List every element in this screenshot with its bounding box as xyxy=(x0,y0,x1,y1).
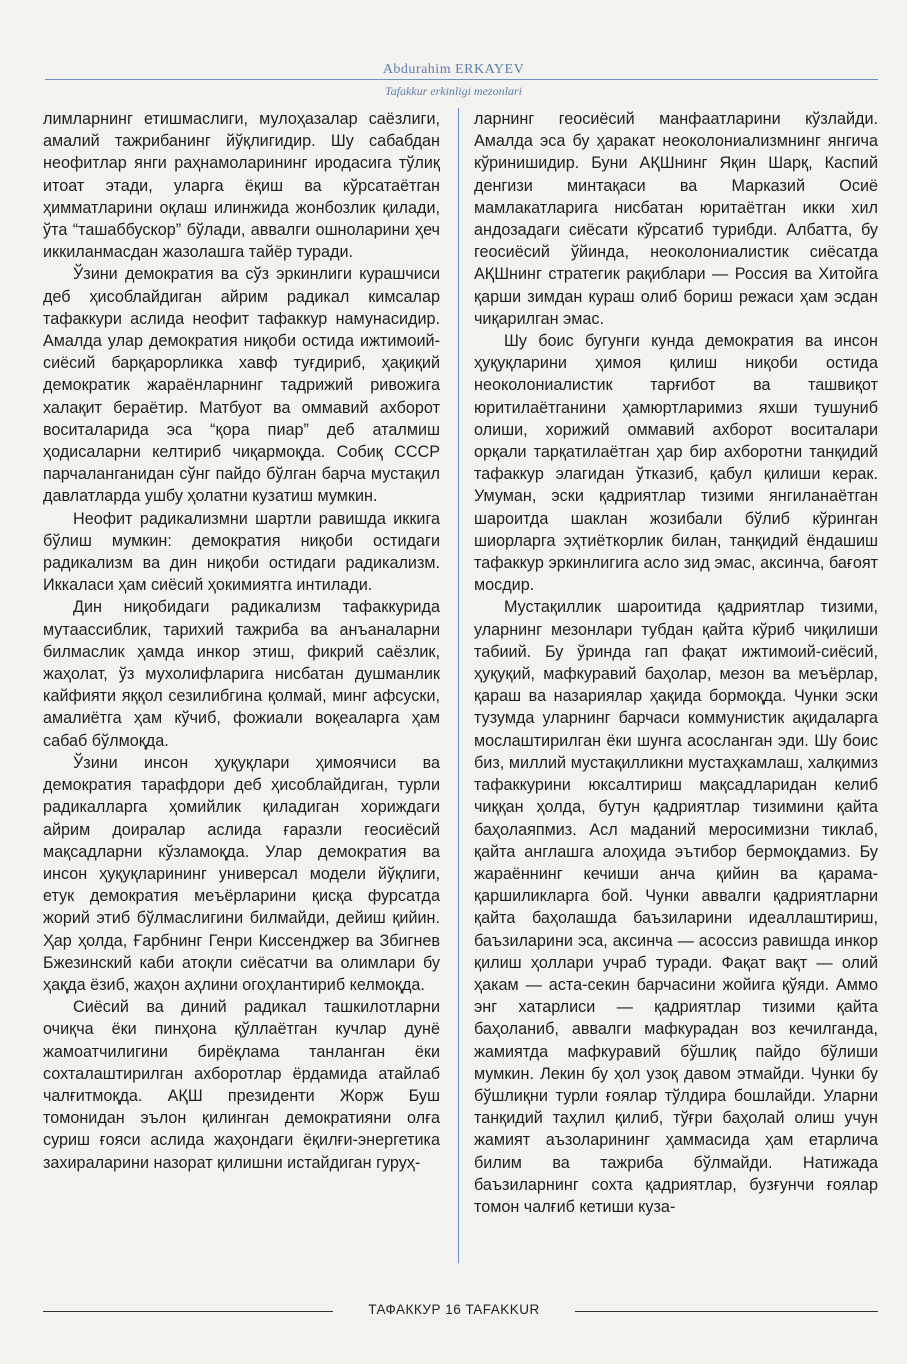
running-head-author: Abdurahim ERKAYEV xyxy=(382,62,525,77)
paragraph: Неофит радикализмни шартли равишда иккига бўлиш мумкин: демократия ниқоби остидаги радикализм ва дин ниқоби остидаги радикализм. Иккаласи ҳам сиёсий ҳокимиятга интилади. xyxy=(43,509,440,595)
paragraph: Ўзини демократия ва сўз эркинлиги курашчиси деб ҳисоблайдиган айрим радикал кимсалар тафаккури аслида неофит тафаккур намунасидир. Амалда улар демократия ниқоби остида ижтимоий-сиёсий барқарорликка хавф туғдириб, ҳақиқий демократик жараёнларнинг тадрижий ривожига халақит бераётир. Матбуот ва оммавий ахборот воситаларида эса “қора пиар” деб аталмиш ҳодисаларни келтириб чиқармоқда. Собиқ СССР парчаланганидан сўнг пайдо бўлган барча мустақил давлатларда ушбу ҳолатни кузатиш мумкин. xyxy=(43,265,440,506)
footer-page-label: ТАФАККУР 16 TAFAKKUR xyxy=(368,1302,540,1317)
column-divider xyxy=(458,108,459,1263)
paragraph: Мустақиллик шароитида қадриятлар тизими, уларнинг мезонлари тубдан қайта кўриб чиқилиши табиий. Бу ўринда гап фақат ижтимоий-сиёсий, ҳуқуқий, мафкуравий баҳолар, мезон ва меъёрлар, қараш ва назариялар ҳақида бормоқда. Чунки эски тузумда уларнинг барчаси коммунистик ақидаларга мослаштирилган ёки шунга асосланган эди. Шу боис биз, миллий мустақилликни мустаҳкамлаш, халқимиз тафаккурини юксалтириш мақсадларидан келиб чиққан ҳолда, бутун қадриятлар тизимини қайта баҳолаяпмиз. Асл маданий меросимизни тиклаб, қайта англашга алоҳида эътибор бермоқдамиз. Бу жараённинг кечиши анча қийин ва қарама-қаршиликларга бой. Чунки аввалги қадриятларни қайта баҳолашда баъзиларини идеаллаштириш, баъзиларини эса, аксинча — асоссиз равишда инкор қилиш ҳоллари учраб туради. Фақат вақт — олий ҳакам — аста-секин барчасини жойига қўяди. Аммо энг хатарлиси — қадриятлар тизими қайта баҳоланиб, аввалги мафкурадан воз кечилганда, жамиятда мафкуравий бўшлиқ пайдо бўлиши мумкин. Лекин бу ҳол узоқ давом этмайди. Чунки бу бўшлиқни турли ғоялар тўлдира бошлайди. Уларни танқидий таҳлил қилиб, тўғри баҳолай олиш учун жамият аъзоларининг ҳаммасида ҳам етарлича билим ва тажриба бўлмайди. Натижада баъзиларнинг сохта қадриятлар, бузғунчи ғоялар томон чалғиб кетиши куза- xyxy=(474,598,878,1216)
page-footer xyxy=(0,1302,907,1322)
paragraph: Ўзини инсон ҳуқуқлари ҳимоячиси ва демократия тарафдори деб ҳисоблайдиган, турли радикалларга ҳомийлик қиладиган хориждаги айрим доиралар аслида ғаразли геосиёсий мақсадларни кўзламоқда. Улар демократия ва инсон ҳуқуқларининг универсал модели йўқлиги, етук демократия меъёрларини қисқа фурсатда жорий этиб бўлмаслигини билмайди, дейиш қийин. Ҳар ҳолда, Ғарбнинг Генри Киссенджер ва Збигнев Бжезинский каби атоқли сиёсатчи ва олимлари бу ҳақда ёзиб, жаҳон аҳлини огоҳлантириб келмоқда. xyxy=(43,753,440,994)
header-rule xyxy=(45,79,878,80)
paragraph: ларнинг геосиёсий манфаатларини кўзлайди. Амалда эса бу ҳаракат неоколониализмнинг янгича кўринишидир. Буни АҚШнинг Яқин Шарқ, Каспий денгизи минтақаси ва Марказий Осиё мамлакатларига нисбатан юритаётган икки хил андозадаги сиёсати кўрсатиб турибди. Албатта, бу геосиёсий ўйинда, неоколониалистик сиёсатда АҚШнинг стратегик рақиблари — Россия ва Хитойга қарши зимдан кураш олиб бориш режаси ҳам эсдан чиқарилган эмас. xyxy=(474,110,878,328)
paragraph: Шу боис бугунги кунда демократия ва инсон ҳуқуқларини ҳимоя қилиш ниқоби остида неоколониалистик тарғибот ва ташвиқот юритилаётганини ҳамюртларимиз яхши тушуниб олиши, хорижий оммавий ахборот воситалари орқали тарқатилаётган ҳар бир ахборотни танқидий тафаккур элагидан ўтказиб, қабул қилиши керак. Умуман, эски қадриятлар тизими янгиланаётган шароитда шаклан жозибали бўлиб кўринган шиорларга эҳтиёткорлик билан, танқидий ёндашиш тафаккур эркинлигига асло зид эмас, аксинча, бағоят мосдир. xyxy=(474,332,878,595)
footer-rule-right xyxy=(575,1311,878,1312)
paragraph: Дин ниқобидаги радикализм тафаккурида мутаассиблик, тарихий тажриба ва анъаналарни билмаслик ҳамда инкор этиш, фикрий саёзлик, жаҳолат, ўз мухолифларига нисбатан душманлик кайфияти яққол сезилибгина қолмай, минг афсуски, амалиётга ҳам кўчиб, фожиали воқеаларга ҳам сабаб бўлмоқда. xyxy=(43,598,440,750)
paragraph: Сиёсий ва диний радикал ташкилотларни очиқча ёки пинҳона қўллаётган кучлар дунё жамоатчилигини бирёқлама танланган ёки сохталаштирилган ахборотлар ёрдамида атайлаб чалғитмоқда. АҚШ президенти Жорж Буш томонидан эълон қилинган демократияни олға суриш ғояси аслида жаҳондаги ёқилғи-энергетика захираларини назорат қилишни истайдиган гуруҳ- xyxy=(43,998,440,1172)
running-head-title: Tafakkur erkinligi mezonlari xyxy=(385,84,522,98)
footer-rule-left xyxy=(43,1311,333,1312)
right-column xyxy=(474,108,878,1218)
left-column xyxy=(43,108,440,1174)
paragraph: лимларнинг етишмаслиги, мулоҳазалар саёзлиги, амалий тажрибанинг йўқлигидир. Шу сабабдан неофитлар янги раҳнамоларининг иродасига тўлиқ итоат этади, уларга ёқиш ва кўрсатаётган ҳимматларини оқлаш илинжида жонбозлик қилади, ўта “ташаббускор” бўлади, аввалги ошноларини ҳеч иккиланмасдан жазолашга тайёр туради. xyxy=(43,110,440,262)
